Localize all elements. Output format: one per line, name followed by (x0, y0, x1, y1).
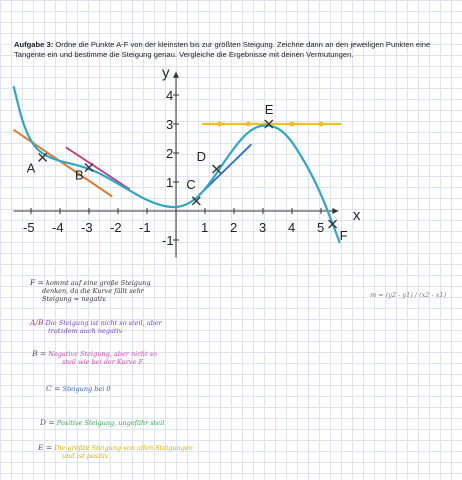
x-tick-label: 1 (201, 220, 209, 235)
y-tick-label: 1 (166, 175, 174, 190)
x-tick-label: 3 (259, 220, 267, 235)
note-a-lead: A/B (30, 318, 44, 327)
coordinate-axes (14, 65, 361, 258)
point-label-d: D (196, 148, 206, 164)
note-a-line2: trotzdem auch negativ (48, 327, 123, 335)
note-a (30, 319, 162, 335)
x-tick-label: 2 (230, 220, 238, 235)
task-number: Aufgabe 3: (14, 40, 54, 49)
note-b-lead: B = (32, 349, 47, 358)
point-label-f: F (339, 228, 348, 244)
note-a-line1: Die Steigung ist nicht so steil, aber (45, 319, 162, 327)
note-f-lead: F = (30, 278, 44, 287)
tangent-e-dot (246, 122, 251, 127)
axis-ticks (23, 88, 324, 248)
note-e-lead: E = (38, 443, 53, 452)
x-tick-label: -5 (23, 220, 35, 235)
x-tick-label: -4 (52, 220, 64, 235)
note-d-text: Positive Steigung, ungefähr steil (56, 419, 165, 427)
slope-formula: m = (y2 - y1) / (x2 - x1) (370, 291, 447, 299)
note-e (38, 444, 193, 460)
tangent-e-dot (290, 122, 295, 127)
x-tick-label: 4 (288, 220, 296, 235)
note-d-lead: D = (40, 418, 55, 427)
tangent-lines (14, 122, 342, 197)
x-tick-label: -1 (139, 220, 151, 235)
y-tick-label: 3 (166, 117, 174, 132)
note-d (40, 419, 164, 427)
note-b-line2: steil wie bei der Kurve F. (62, 358, 145, 366)
note-f-line1: kommt auf eine große Steigung (45, 279, 151, 287)
y-tick-label: -1 (162, 233, 174, 248)
y-axis-arrow (173, 72, 179, 78)
point-label-c: C (186, 176, 196, 192)
x-axis-label: x (352, 207, 361, 224)
task-description: Ordne die Punkte A-F von der kleinsten bis zur größten Steigung. Zeichne dann an den jeweiligen Punkten eine Tangente ein und bestimme die Steigung genau. Vergleiche die Ergebnisse mit deinen Vermutungen. (14, 40, 431, 59)
y-tick-label: 4 (166, 88, 174, 103)
note-c-lead: C = (46, 384, 61, 393)
note-b-line1: Negative Steigung, aber nicht so (48, 350, 158, 358)
y-tick-label: 2 (166, 146, 174, 161)
x-tick-label: -3 (81, 220, 93, 235)
point-label-e: E (264, 102, 274, 117)
x-tick-label: -2 (110, 220, 122, 235)
y-axis-label: y (162, 64, 170, 82)
x-tick-label: 5 (317, 220, 325, 235)
note-b (32, 350, 157, 366)
note-f (30, 279, 151, 303)
note-e-line2: und ist positiv (62, 452, 109, 460)
note-e-line1: Die größte Steigung von allen Steigungen (54, 444, 193, 452)
note-f-line3: Steigung = negativ. (42, 295, 107, 303)
x-axis-arrow (332, 208, 338, 214)
note-c-text: Steigung bei 0 (62, 385, 111, 393)
tangent-e-dot (319, 122, 324, 127)
tangent-e-dot (217, 122, 222, 127)
note-f-line2: denken, da die Kurve fällt sehr (42, 287, 144, 295)
note-c (46, 385, 111, 393)
point-label-a: A (26, 160, 36, 176)
point-label-b: B (75, 167, 84, 183)
